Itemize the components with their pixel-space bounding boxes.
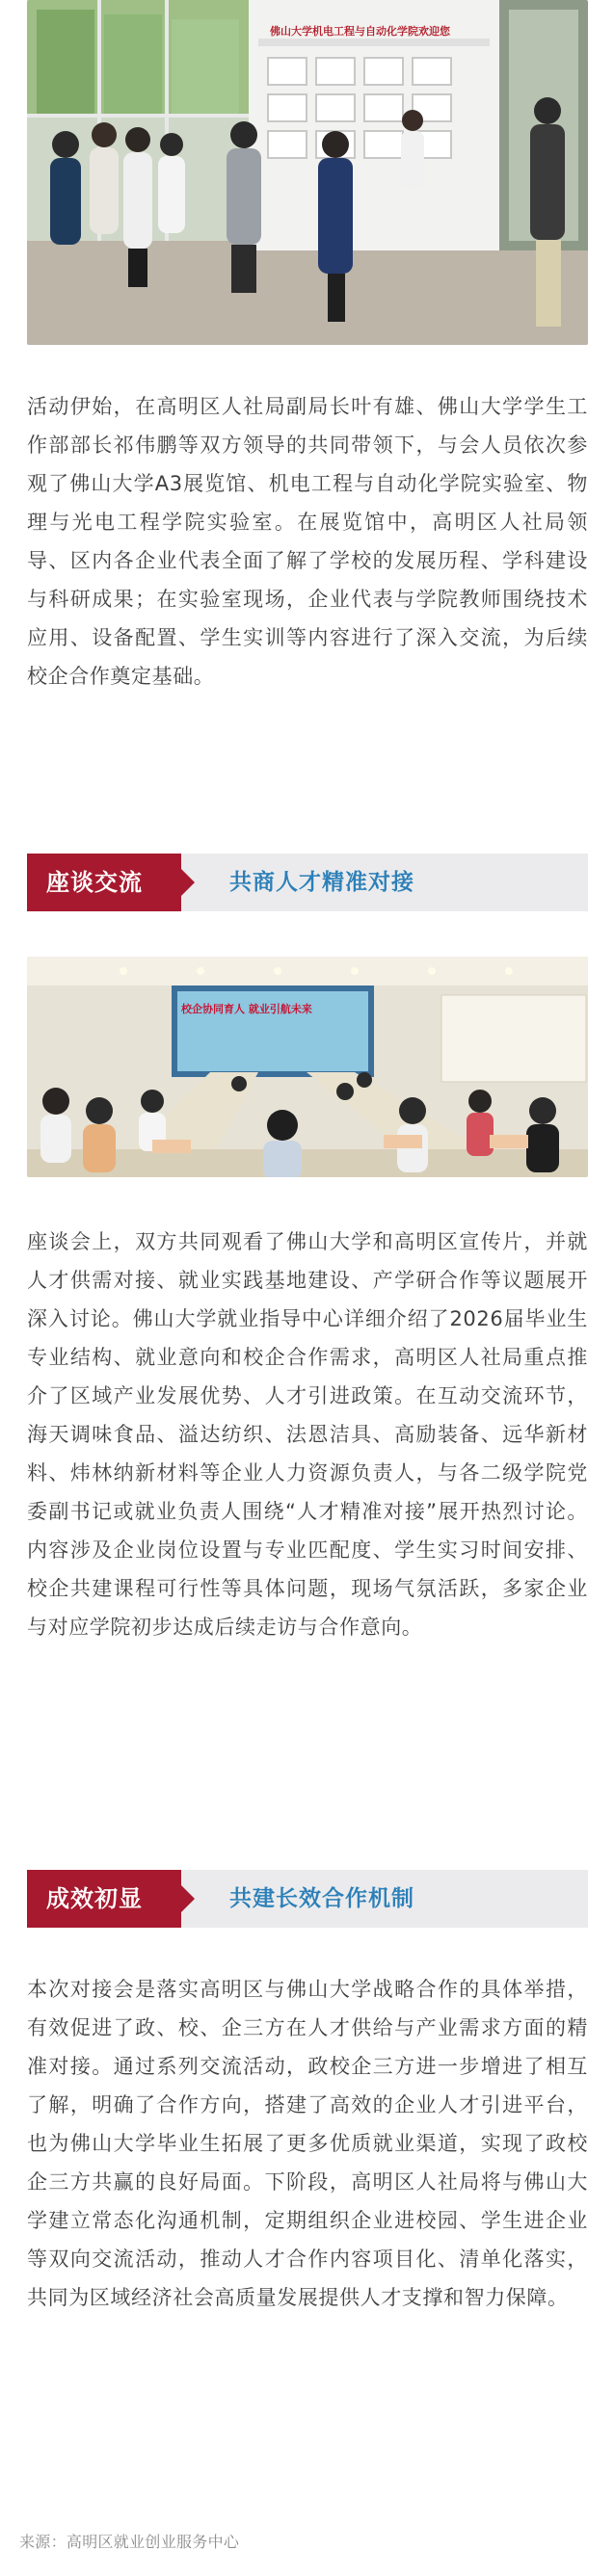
symposium-paragraph: 座谈会上，双方共同观看了佛山大学和高明区宣传片，并就人才供需对接、就业实践基地建设、产学研合作等议题展开深入讨论。佛山大学就业指导中心详细介绍了2026届毕业生专业结构、就业意向和校企合作需求，高明区人社局重点推介了区域产业发展优势、人才引进政策。在互动交流环节，海天调味食品、溢达纺织、法恩洁具、高励装备、远华新材料、炜林纳新材料等企业人力资源负责人，与各二级学院党委副书记或就业负责人围绕“人才精准对接”展开热烈讨论。内容涉及企业岗位设置与专业匹配度、学生实习时间安排、校企共建课程可行性等具体问题，现场气氛活跃，多家企业与对应学院初步达成后续走访与合作意向。 <box>27 1230 588 1639</box>
welcome-banner-text: 佛山大学机电工程与自动化学院欢迎您 <box>270 25 450 38</box>
section-header-results <box>27 1870 588 1928</box>
arrow-right-icon <box>181 1885 195 1912</box>
section-header-symposium <box>27 854 588 911</box>
section-subtitle: 共建长效合作机制 <box>229 1886 414 1911</box>
visit-paragraph: 活动伊始，在高明区人社局副局长叶有雄、佛山大学学生工作部部长祁伟鹏等双方领导的共同带领下，与会人员依次参观了佛山大学A3展览馆、机电工程与自动化学院实验室、物理与光电工程学院实验室。在展览馆中，高明区人社局领导、区内各企业代表全面了解了学校的发展历程、学科建设与科研成果；在实验室现场，企业代表与学院教师围绕技术应用、设备配置、学生实训等内容进行了深入交流，为后续校企合作奠定基础。 <box>27 395 588 688</box>
section-tag: 成效初显 <box>27 1870 181 1928</box>
results-paragraph: 本次对接会是落实高明区与佛山大学战略合作的具体举措，有效促进了政、校、企三方在人才供给与产业需求方面的精准对接。通过系列交流活动，政校企三方进一步增进了相互了解，明确了合作方向，搭建了高效的企业人才引进平台，也为佛山大学毕业生拓展了更多优质就业渠道，实现了政校企三方共赢的良好局面。下阶段，高明区人社局将与佛山大学建立常态化沟通机制，定期组织企业进校园、学生进企业等双向交流活动，推动人才合作内容项目化、清单化落实，共同为区域经济社会高质量发展提供人才支撑和智力保障。 <box>27 1978 588 2309</box>
symposium-photo <box>27 957 588 1177</box>
screen-text: 校企协同育人 就业引航未来 <box>181 1003 312 1015</box>
section-tag: 座谈交流 <box>27 854 181 911</box>
section-subtitle: 共商人才精准对接 <box>229 870 414 895</box>
exhibition-visit-photo <box>27 0 588 345</box>
arrow-right-icon <box>181 869 195 896</box>
source-credit: 来源：高明区就业创业服务中心 <box>19 2533 240 2551</box>
